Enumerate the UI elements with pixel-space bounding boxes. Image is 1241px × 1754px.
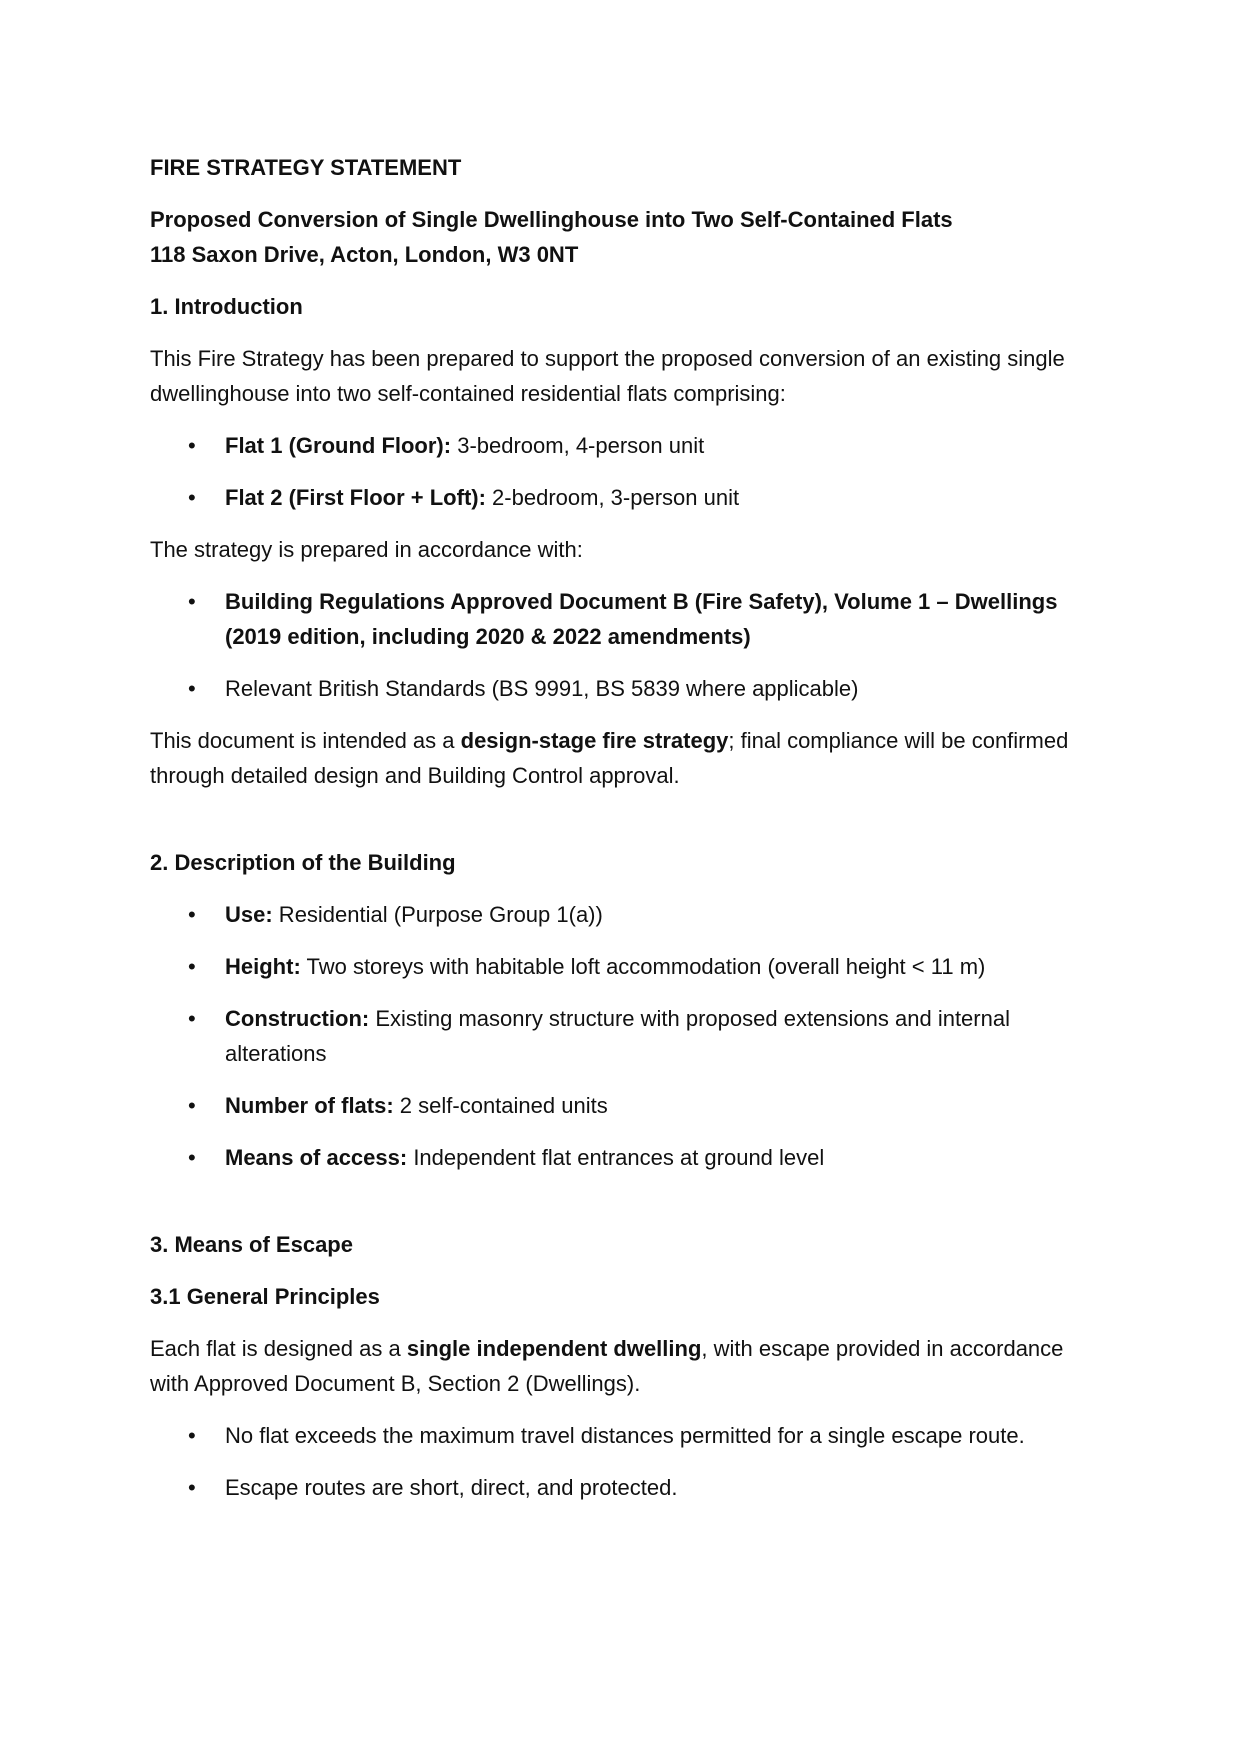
building-description-list [150,897,1090,1175]
document-title: FIRE STRATEGY STATEMENT [150,155,462,180]
document-subtitle [150,202,1090,272]
bullet-icon: • [188,954,196,979]
list-item: • Flat 1 (Ground Floor): 3-bedroom, 4-person unit [150,428,1090,463]
section-1-heading: 1. Introduction [150,294,303,319]
list-item: • Flat 2 (First Floor + Loft): 2-bedroom, 3-person unit [150,480,1090,515]
list-item: • Construction: Existing masonry structure with proposed extensions and internal alterations [150,1001,1090,1071]
list-item: • Number of flats: 2 self-contained units [150,1088,1090,1123]
bullet-icon: • [188,1475,196,1500]
document-page [150,150,1090,1522]
list-item: • Relevant British Standards (BS 9991, BS 5839 where applicable) [150,671,1090,706]
bullet-icon: • [188,433,196,458]
section-3-1-paragraph: Each flat is designed as a single independent dwelling, with escape provided in accordance with Approved Document B, Section 2 (Dwellings). [150,1336,1064,1396]
section-2-heading: 2. Description of the Building [150,850,456,875]
section-spacer [150,793,1090,845]
list-item: • Use: Residential (Purpose Group 1(a)) [150,897,1090,932]
section-spacer [150,1175,1090,1227]
list-item: • Height: Two storeys with habitable loft accommodation (overall height < 11 m) [150,949,1090,984]
bullet-icon: • [188,1145,196,1170]
section-1-accordance: The strategy is prepared in accordance with: [150,537,583,562]
subtitle-project: Proposed Conversion of Single Dwellinghouse into Two Self-Contained Flats [150,207,953,232]
bullet-icon: • [188,1006,196,1031]
bullet-icon: • [188,485,196,510]
bullet-icon: • [188,902,196,927]
list-item: • Building Regulations Approved Document B (Fire Safety), Volume 1 – Dwellings (2019 edition, including 2020 & 2022 amendments) [150,584,1090,654]
list-item: • Escape routes are short, direct, and protected. [150,1470,1090,1505]
subtitle-address: 118 Saxon Drive, Acton, London, W3 0NT [150,242,579,267]
bullet-icon: • [188,1423,196,1448]
section-1-intro: This Fire Strategy has been prepared to support the proposed conversion of an existing single dwellinghouse into two self-contained residential flats comprising: [150,346,1065,406]
escape-principles-list [150,1418,1090,1505]
bullet-icon: • [188,589,196,614]
list-item: • Means of access: Independent flat entrances at ground level [150,1140,1090,1175]
list-item: • No flat exceeds the maximum travel distances permitted for a single escape route. [150,1418,1090,1453]
section-3-heading: 3. Means of Escape [150,1232,353,1257]
flats-list [150,428,1090,515]
section-3-1-heading: 3.1 General Principles [150,1284,380,1309]
standards-list [150,584,1090,706]
bullet-icon: • [188,1093,196,1118]
bullet-icon: • [188,676,196,701]
section-1-closing: This document is intended as a design-stage fire strategy; final compliance will be confirmed through detailed design and Building Control approval. [150,728,1069,788]
